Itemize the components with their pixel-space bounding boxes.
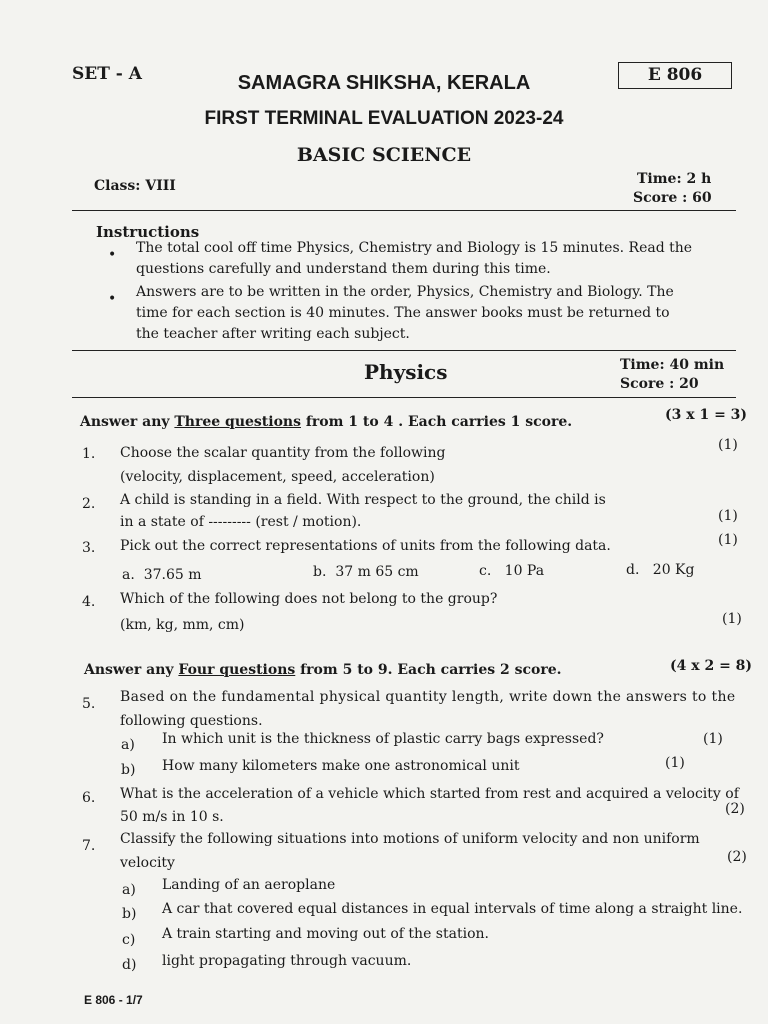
paper-code-box: E 806 [618, 62, 732, 89]
option: b. 37 m 65 cm [313, 564, 419, 580]
question-text: 50 m/s in 10 s. [120, 809, 224, 825]
divider-top [72, 210, 736, 211]
sub-label: b) [121, 762, 136, 778]
question-text: (velocity, displacement, speed, acceleration) [120, 469, 435, 485]
question-number: 7. [82, 838, 96, 854]
board-title: SAMAGRA SHIKSHA, KERALA [237, 72, 531, 94]
question-text: Based on the fundamental physical quantity length, write down the answers to the [120, 689, 736, 705]
sub-question: A car that covered equal distances in equal intervals of time along a straight line. [162, 901, 743, 917]
option: a. 37.65 m [122, 567, 202, 583]
instruction-item: Answers are to be written in the order, Physics, Chemistry and Biology. The time for each section is 40 minutes. The answer books must be returned to the teacher after writing each subject. [136, 284, 674, 342]
question-number: 6. [82, 790, 96, 806]
question-text: following questions. [120, 713, 263, 729]
class-label: Class: VIII [94, 178, 176, 194]
question-text: Classify the following situations into motions of uniform velocity and non uniform [120, 831, 700, 847]
question-text: A child is standing in a field. With respect to the ground, the child is [120, 492, 606, 508]
question-score: (1) [718, 437, 738, 453]
total-time: Time: 2 h [637, 171, 712, 187]
question-text: Pick out the correct representations of units from the following data. [120, 538, 611, 554]
instructions-title: Instructions [96, 223, 200, 241]
sub-question: How many kilometers make one astronomical unit [162, 758, 520, 774]
question-number: 3. [82, 540, 96, 556]
sub-label: c) [122, 932, 136, 948]
option: c. 10 Pa [479, 563, 545, 579]
sub-question: A train starting and moving out of the station. [162, 926, 489, 942]
exam-title: FIRST TERMINAL EVALUATION 2023-24 [204, 108, 564, 129]
section-score: Score : 20 [620, 376, 699, 392]
question-text: Which of the following does not belong to the group? [120, 591, 498, 607]
question-score: (1) [722, 611, 742, 627]
sub-label: b) [122, 906, 137, 922]
divider-physics [72, 397, 736, 398]
part2-instruction: Answer any Four questions from 5 to 9. Each carries 2 score. [84, 662, 562, 678]
sub-label: a) [121, 737, 135, 753]
sub-question: Landing of an aeroplane [162, 877, 336, 893]
question-text: What is the acceleration of a vehicle which started from rest and acquired a velocity of [120, 786, 739, 802]
question-score: (1) [665, 755, 685, 771]
sub-label: d) [122, 957, 137, 973]
question-score: (2) [725, 801, 745, 817]
question-score: (1) [718, 508, 738, 524]
question-number: 4. [82, 594, 96, 610]
bullet-icon: • [108, 247, 117, 263]
section-title: Physics [364, 360, 448, 384]
part1-marks: (3 x 1 = 3) [665, 407, 748, 423]
part2-marks: (4 x 2 = 8) [670, 658, 753, 674]
bullet-icon: • [108, 291, 117, 307]
question-score: (1) [703, 731, 723, 747]
question-score: (1) [718, 532, 738, 548]
section-time: Time: 40 min [620, 357, 725, 373]
option: d. 20 Kg [626, 562, 695, 578]
page-footer: E 806 - 1/7 [84, 993, 143, 1007]
total-score: Score : 60 [633, 190, 712, 206]
question-text: (km, kg, mm, cm) [120, 617, 245, 633]
question-score: (2) [727, 849, 747, 865]
question-number: 1. [82, 446, 96, 462]
instruction-item: The total cool off time Physics, Chemistry and Biology is 15 minutes. Read the questions carefully and understand them during this time. [136, 240, 693, 277]
sub-question: In which unit is the thickness of plastic carry bags expressed? [162, 731, 604, 747]
subject-title: BASIC SCIENCE [296, 144, 472, 166]
question-text: in a state of --------- (rest / motion). [120, 514, 362, 530]
question-number: 2. [82, 496, 96, 512]
question-number: 5. [82, 696, 96, 712]
sub-label: a) [122, 882, 136, 898]
divider-instructions [72, 350, 736, 351]
set-label: SET - A [72, 64, 142, 84]
part1-instruction: Answer any Three questions from 1 to 4 . Each carries 1 score. [80, 414, 573, 430]
question-text: Choose the scalar quantity from the following [120, 445, 446, 461]
sub-question: light propagating through vacuum. [162, 953, 412, 969]
question-text: velocity [120, 855, 175, 871]
